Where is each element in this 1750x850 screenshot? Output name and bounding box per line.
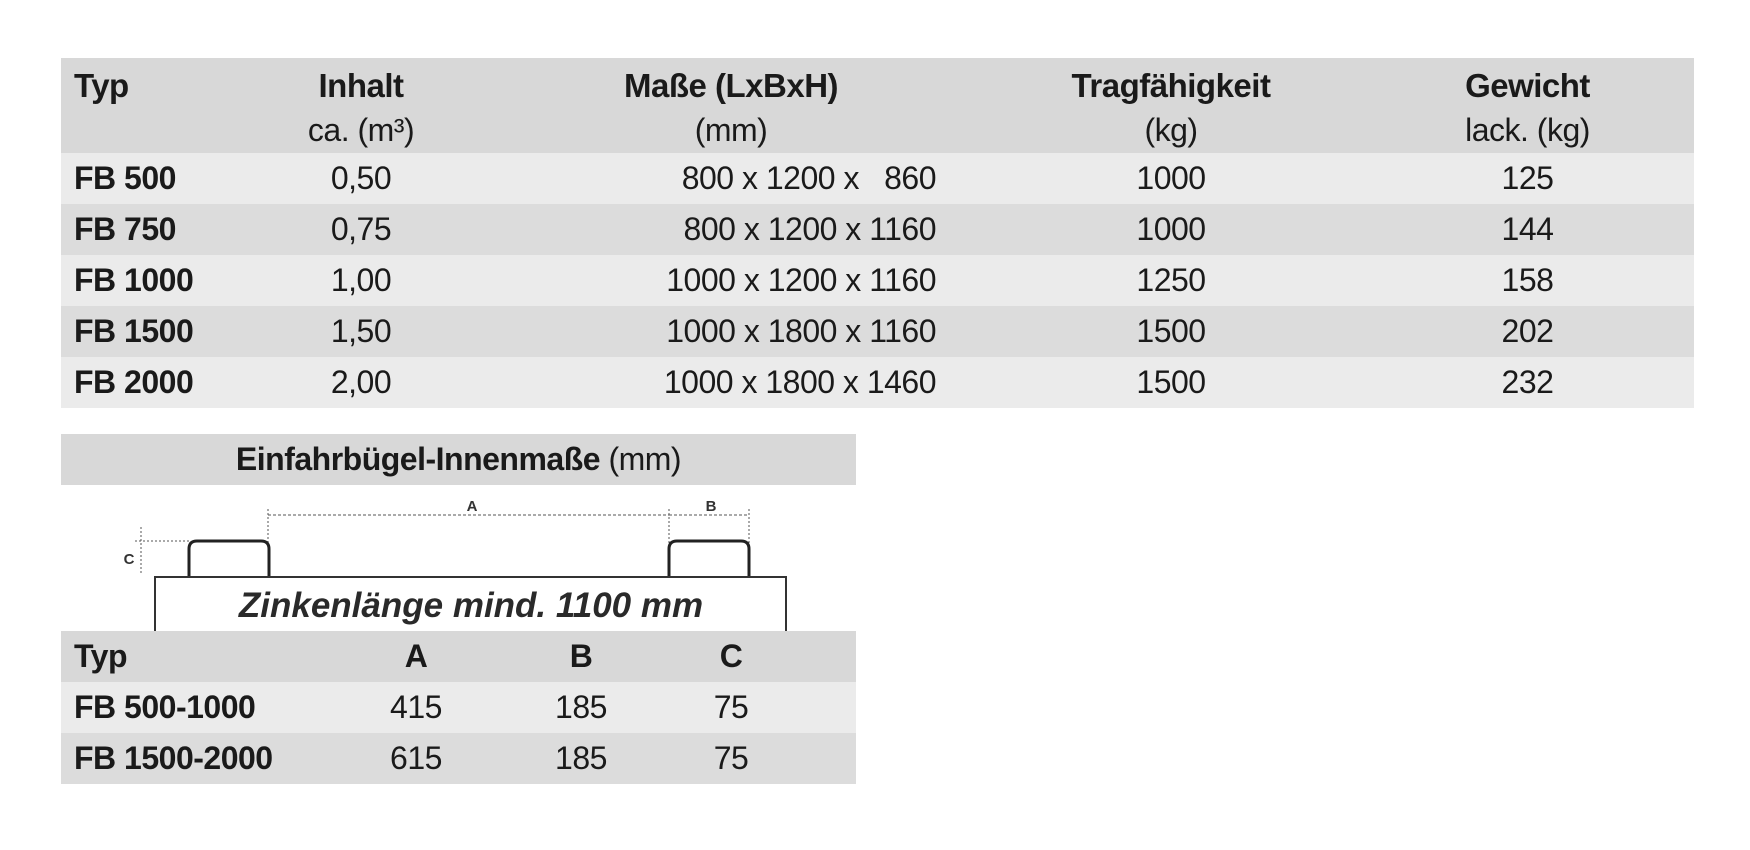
- einfahrbuegel-diagram: [61, 485, 856, 631]
- cell-inhalt: 2,00: [330, 364, 392, 400]
- cell-typ: FB 2000: [74, 364, 194, 400]
- table-row: [61, 153, 1694, 204]
- cell-c: 75: [713, 689, 749, 725]
- cell-typ: FB 500-1000: [74, 689, 256, 725]
- left-fork-pocket: [189, 541, 269, 577]
- cell-inhalt: 0,50: [330, 160, 392, 196]
- header-b: B: [569, 638, 593, 674]
- header-inhalt-title: Inhalt: [318, 67, 404, 104]
- header-inhalt-unit: ca. (m³): [307, 112, 415, 148]
- einfahrbuegel-header: [61, 631, 856, 682]
- einfahrbuegel-title-label: Einfahrbügel-Innenmaße: [235, 441, 601, 477]
- cell-masse-value: 1000 x 1200 x 1160: [666, 262, 936, 298]
- cell-inhalt: 1,00: [330, 262, 392, 298]
- cell-a: 415: [390, 689, 442, 725]
- cell-trag: 1500: [1136, 313, 1206, 349]
- cell-typ: FB 1500: [74, 313, 194, 349]
- cell-typ: FB 500: [74, 160, 176, 196]
- header-trag-title: Tragfähigkeit: [1071, 67, 1271, 104]
- table-row: [61, 255, 1694, 306]
- einfahrbuegel-title-unit: (mm): [608, 441, 682, 477]
- cell-masse: [481, 160, 981, 197]
- cell-masse: [481, 262, 981, 299]
- cell-masse-value: 800 x 1200 x 1160: [675, 211, 936, 247]
- dimension-b-label: B: [705, 498, 717, 515]
- header-a: A: [404, 638, 428, 674]
- cell-b: 185: [555, 689, 607, 725]
- cell-typ: FB 1000: [74, 262, 194, 298]
- table-row: [61, 306, 1694, 357]
- einfahrbuegel-table: [61, 434, 856, 784]
- cell-inhalt: 0,75: [330, 211, 392, 247]
- dimension-a-label: A: [466, 498, 478, 515]
- cell-c: 75: [713, 740, 749, 776]
- cell-gew: 144: [1501, 211, 1554, 247]
- header-gew-unit: lack. (kg): [1465, 112, 1590, 148]
- fork-pocket-drawing: [61, 485, 856, 631]
- cell-masse-value: 800 x 1200 x 860: [673, 160, 936, 196]
- cell-masse-value: 1000 x 1800 x 1460: [663, 364, 936, 400]
- header-gew-title: Gewicht: [1465, 67, 1590, 104]
- cell-trag: 1250: [1136, 262, 1206, 298]
- table-row: [61, 357, 1694, 408]
- cell-gew: 158: [1501, 262, 1554, 298]
- cell-masse: [481, 364, 981, 401]
- cell-typ: FB 750: [74, 211, 176, 247]
- header-c: C: [719, 638, 743, 674]
- right-fork-pocket: [669, 541, 749, 577]
- header-masse: [481, 58, 981, 153]
- cell-trag: 1000: [1136, 160, 1206, 196]
- dimension-c-label: C: [123, 551, 135, 568]
- table-row: [61, 682, 856, 733]
- cell-trag: 1000: [1136, 211, 1206, 247]
- cell-typ: FB 1500-2000: [74, 740, 273, 776]
- header-masse-unit: (mm): [694, 112, 768, 148]
- specs-table-header: [61, 58, 1694, 153]
- fork-length-caption: Zinkenlänge mind. 1100 mm: [238, 586, 704, 625]
- header-trag-unit: (kg): [1144, 112, 1198, 148]
- cell-masse: [481, 313, 981, 350]
- cell-gew: 125: [1501, 160, 1554, 196]
- einfahrbuegel-title: [61, 434, 856, 485]
- cell-gew: 232: [1501, 364, 1554, 400]
- table-row: [61, 733, 856, 784]
- header-gewicht: [1361, 58, 1694, 153]
- cell-gew: 202: [1501, 313, 1554, 349]
- cell-trag: 1500: [1136, 364, 1206, 400]
- cell-inhalt: 1,50: [330, 313, 392, 349]
- cell-masse-value: 1000 x 1800 x 1160: [666, 313, 936, 349]
- header-masse-title: Maße (LxBxH): [623, 67, 839, 104]
- header-typ: Typ: [74, 638, 128, 674]
- cell-b: 185: [555, 740, 607, 776]
- specs-table: [61, 58, 1694, 408]
- header-tragfaehigkeit: [981, 58, 1361, 153]
- header-typ: [61, 58, 241, 153]
- cell-a: 615: [390, 740, 442, 776]
- table-row: [61, 204, 1694, 255]
- header-typ-label: Typ: [74, 67, 129, 104]
- header-inhalt: [241, 58, 481, 153]
- cell-masse: [481, 211, 981, 248]
